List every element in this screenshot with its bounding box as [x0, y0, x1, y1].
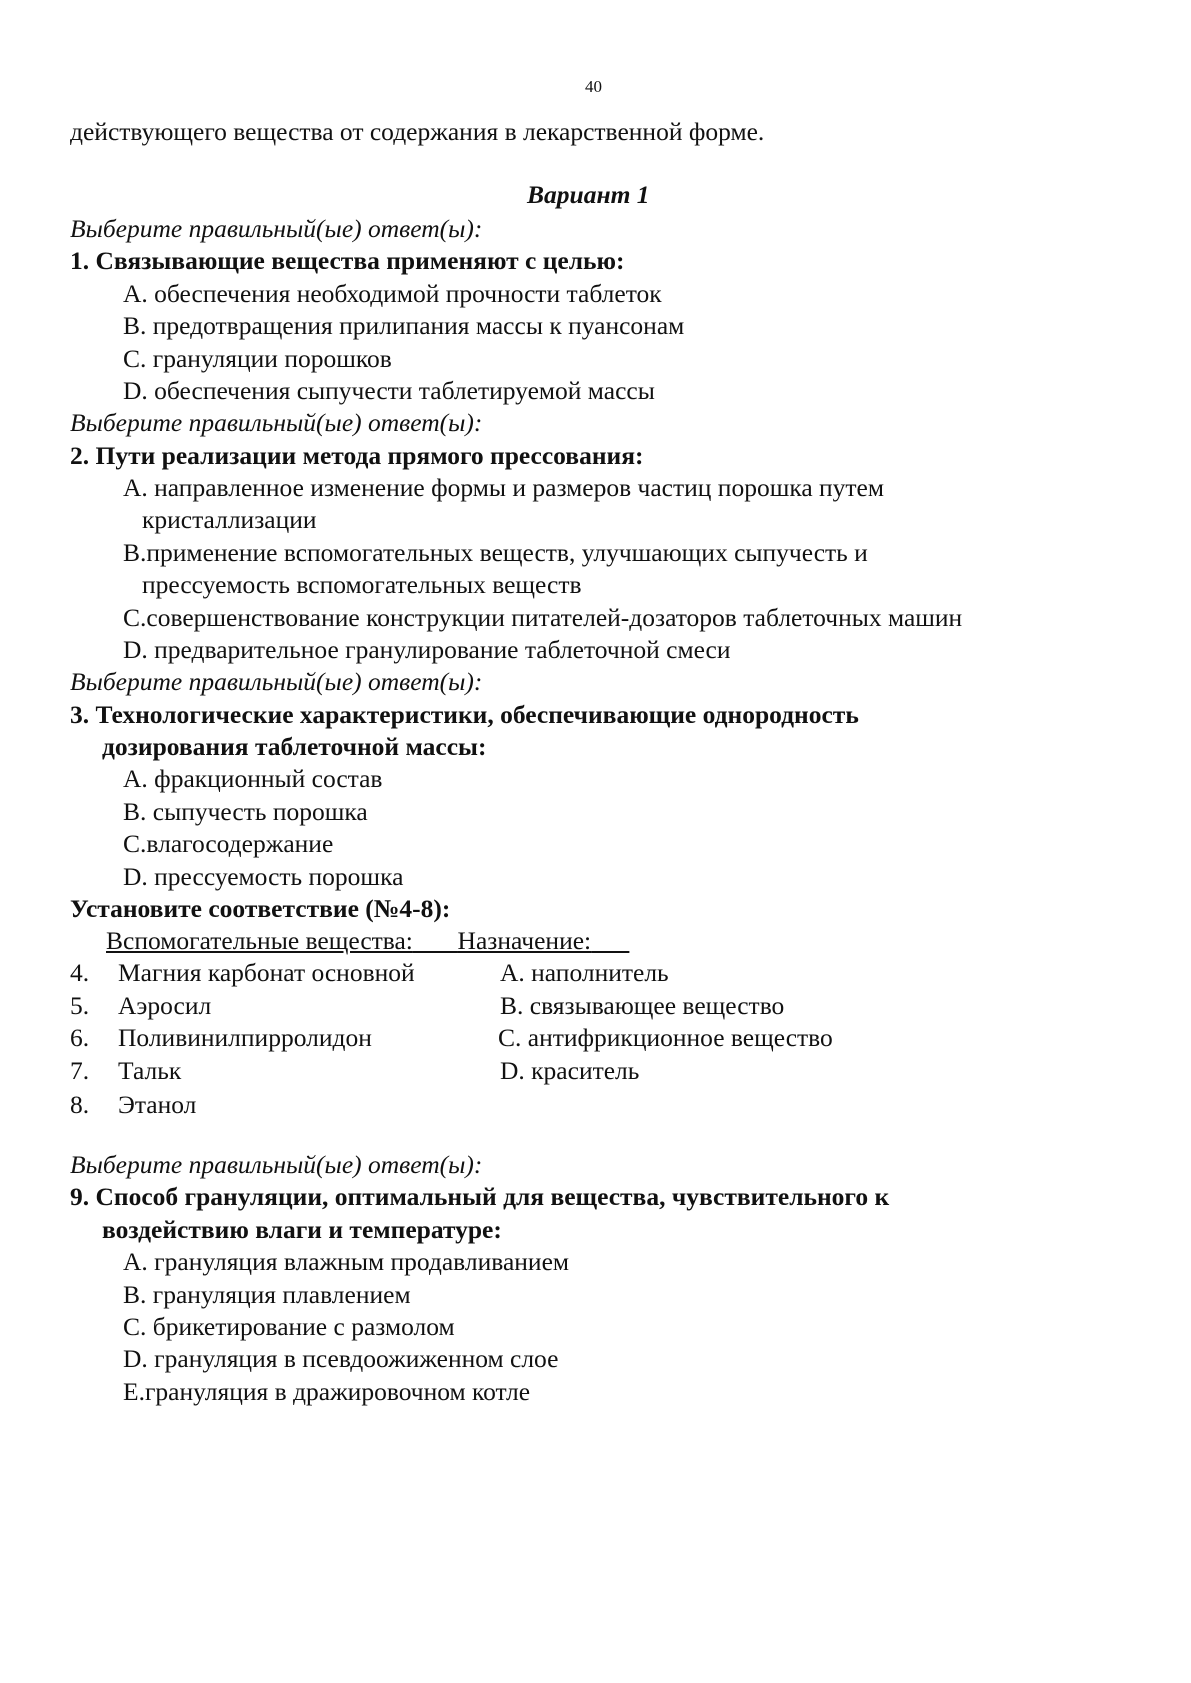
question-3: 3. Технологические характеристики, обеспечивающие однородность — [70, 700, 859, 729]
q9-option-e: E.грануляция в дражировочном котле — [123, 1377, 531, 1406]
match-row-number: 8. — [70, 1090, 90, 1119]
question-1: 1. Связывающие вещества применяют с целью: — [70, 246, 625, 275]
question-3-cont: дозирования таблеточной массы: — [102, 732, 487, 761]
q3-option-d: D. прессуемость порошка — [123, 862, 404, 891]
match-row-number: 4. — [70, 958, 90, 987]
match-row-7 — [70, 1056, 181, 1086]
q3-option-a: A. фракционный состав — [123, 764, 383, 793]
q2-option-d: D. предварительное гранулирование таблеточной смеси — [123, 635, 731, 664]
q1-option-d: D. обеспечения сыпучести таблетируемой массы — [123, 376, 655, 405]
carryover-text: действующего вещества от содержания в лекарственной форме. — [70, 117, 765, 146]
q3-option-c: C.влагосодержание — [123, 829, 334, 858]
match-row-number: 5. — [70, 991, 90, 1020]
match-row-substance: Поливинилпирролидон — [118, 1023, 372, 1052]
match-row-number: 7. — [70, 1056, 90, 1085]
q9-option-b: B. грануляция плавлением — [123, 1280, 411, 1309]
match-purpose-b: B. связывающее вещество — [500, 991, 785, 1020]
q2-option-c: C.совершенствование конструкции питателей-дозаторов таблеточных машин — [123, 603, 963, 632]
q1-option-b: B. предотвращения прилипания массы к пуансонам — [123, 311, 685, 340]
instruction-q3: Выберите правильный(ые) ответ(ы): — [70, 667, 483, 696]
question-2: 2. Пути реализации метода прямого прессования: — [70, 441, 644, 470]
match-purpose-a: A. наполнитель — [500, 958, 669, 987]
header-gap-2 — [591, 926, 629, 955]
match-row-4 — [70, 958, 415, 988]
match-row-number: 6. — [70, 1023, 90, 1052]
match-header — [106, 926, 629, 956]
instruction-q1: Выберите правильный(ые) ответ(ы): — [70, 214, 483, 243]
q9-option-c: C. брикетирование с размолом — [123, 1312, 455, 1341]
page-number: 40 — [585, 77, 602, 96]
q9-option-d: D. грануляция в псевдоожиженном слое — [123, 1344, 559, 1373]
match-title: Установите соответствие (№4-8): — [70, 894, 451, 923]
match-row-substance: Тальк — [118, 1056, 182, 1085]
match-purpose-d: D. краситель — [500, 1056, 640, 1085]
variant-title: Вариант 1 — [527, 180, 650, 209]
q2-option-b-cont: прессуемость вспомогательных веществ — [142, 570, 582, 599]
q2-option-a: A. направленное изменение формы и размеров частиц порошка путем — [123, 473, 885, 502]
q1-option-a: A. обеспечения необходимой прочности таблеток — [123, 279, 662, 308]
match-row-substance: Этанол — [118, 1090, 197, 1119]
q2-option-b: B.применение вспомогательных веществ, улучшающих сыпучесть и — [123, 538, 868, 567]
match-row-5 — [70, 991, 211, 1021]
match-header-right: Назначение: — [457, 926, 592, 955]
question-9-cont: воздействию влаги и температуре: — [102, 1215, 502, 1244]
q9-option-a: A. грануляция влажным продавливанием — [123, 1247, 570, 1276]
instruction-q9: Выберите правильный(ые) ответ(ы): — [70, 1150, 483, 1179]
match-row-8 — [70, 1090, 196, 1120]
q3-option-b: B. сыпучесть порошка — [123, 797, 368, 826]
q2-option-a-cont: кристаллизации — [142, 505, 317, 534]
question-9: 9. Способ грануляции, оптимальный для вещества, чувствительного к — [70, 1182, 890, 1211]
header-gap-1 — [413, 926, 458, 955]
instruction-q2: Выберите правильный(ые) ответ(ы): — [70, 408, 483, 437]
match-header-left: Вспомогательные вещества: — [106, 926, 413, 955]
match-row-substance: Аэросил — [118, 991, 212, 1020]
match-row-substance: Магния карбонат основной — [118, 958, 415, 987]
q1-option-c: C. грануляции порошков — [123, 344, 392, 373]
match-row-6 — [70, 1023, 372, 1053]
match-purpose-c: C. антифрикционное вещество — [498, 1023, 833, 1052]
